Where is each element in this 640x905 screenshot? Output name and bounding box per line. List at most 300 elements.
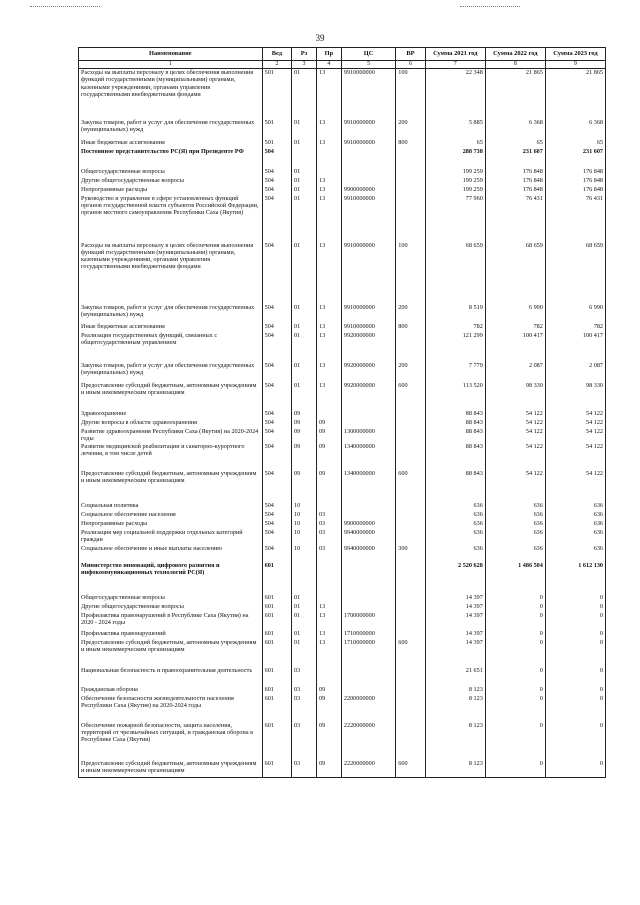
row-cs-cell: 1340000000 — [341, 443, 395, 470]
table-row — [79, 667, 606, 686]
row-vr-cell — [396, 594, 425, 603]
row-vr-cell — [396, 419, 425, 428]
row-sum-2022-cell: 0 — [485, 760, 545, 778]
row-cs-cell: 1710000000 — [341, 630, 395, 639]
row-pr-cell: 13 — [316, 639, 341, 667]
row-ved-cell: 504 — [262, 520, 291, 529]
scan-artifact-right — [460, 6, 520, 8]
table-row — [79, 612, 606, 630]
row-rz-cell: 01 — [292, 332, 317, 362]
row-ved-cell: 601 — [262, 612, 291, 630]
row-vr-cell — [396, 686, 425, 695]
table-row — [79, 686, 606, 695]
row-ved-cell: 601 — [262, 667, 291, 686]
row-ved-cell: 504 — [262, 382, 291, 410]
table-body — [79, 69, 606, 778]
row-sum-2022-cell: 0 — [485, 639, 545, 667]
row-pr-cell: 03 — [316, 529, 341, 545]
row-sum-2023-cell: 0 — [545, 612, 605, 630]
row-sum-2022-cell: 54 122 — [485, 443, 545, 470]
row-name-cell: Закупка товаров, работ и услуг для обеспечения государственных (муниципальных) нужд — [79, 362, 263, 382]
row-name-cell: Здравоохранение — [79, 410, 263, 419]
row-name-cell: Иные бюджетные ассигнования — [79, 139, 263, 148]
row-rz-cell: 01 — [292, 69, 317, 119]
row-sum-2021-cell: 14 397 — [425, 639, 485, 667]
row-rz-cell: 01 — [292, 612, 317, 630]
table-row — [79, 148, 606, 168]
row-name-cell: Профилактика правонарушений — [79, 630, 263, 639]
table-row — [79, 186, 606, 195]
row-sum-2023-cell: 0 — [545, 722, 605, 760]
row-sum-2023-cell: 176 848 — [545, 186, 605, 195]
row-sum-2021-cell: 65 — [425, 139, 485, 148]
row-vr-cell — [396, 168, 425, 177]
row-sum-2022-cell: 65 — [485, 139, 545, 148]
row-sum-2022-cell: 54 122 — [485, 419, 545, 428]
table-row — [79, 470, 606, 502]
row-cs-cell: 1710000000 — [341, 639, 395, 667]
row-rz-cell: 09 — [292, 410, 317, 419]
row-rz-cell: 01 — [292, 603, 317, 612]
row-sum-2021-cell: 21 651 — [425, 667, 485, 686]
row-sum-2022-cell: 636 — [485, 502, 545, 511]
row-pr-cell: 09 — [316, 695, 341, 722]
row-sum-2021-cell: 782 — [425, 323, 485, 332]
table-row — [79, 520, 606, 529]
row-cs-cell — [341, 603, 395, 612]
row-name-cell: Общегосударственные вопросы — [79, 594, 263, 603]
table-row — [79, 168, 606, 177]
row-sum-2023-cell: 65 — [545, 139, 605, 148]
row-rz-cell: 10 — [292, 502, 317, 511]
row-rz-cell: 01 — [292, 362, 317, 382]
row-name-cell: Расходы на выплаты персоналу в целях обеспечения выполнения функций государственными (муниципальными) органами, казенными учреждениями, органами управления государственными внебюджетными фондами — [79, 242, 263, 304]
row-name-cell: Расходы на выплаты персоналу в целях обеспечения выполнения функций государственными (муниципальными) органами, казенными учреждениями, органами управления государственными внебюджетными фондами — [79, 69, 263, 119]
row-ved-cell: 504 — [262, 323, 291, 332]
row-vr-cell — [396, 410, 425, 419]
row-pr-cell: 09 — [316, 722, 341, 760]
row-sum-2023-cell: 0 — [545, 639, 605, 667]
row-sum-2021-cell: 88 843 — [425, 419, 485, 428]
row-sum-2023-cell: 176 848 — [545, 177, 605, 186]
row-sum-2023-cell: 76 431 — [545, 195, 605, 242]
row-ved-cell: 504 — [262, 304, 291, 323]
row-ved-cell: 501 — [262, 69, 291, 119]
row-pr-cell: 13 — [316, 119, 341, 139]
row-sum-2021-cell: 636 — [425, 545, 485, 562]
column-index: 8 — [485, 61, 545, 69]
column-index: 2 — [262, 61, 291, 69]
row-sum-2022-cell: 636 — [485, 545, 545, 562]
table-row — [79, 545, 606, 562]
row-pr-cell: 13 — [316, 304, 341, 323]
row-pr-cell: 13 — [316, 332, 341, 362]
row-cs-cell: 9910000000 — [341, 139, 395, 148]
row-sum-2021-cell: 14 397 — [425, 630, 485, 639]
row-rz-cell: 09 — [292, 428, 317, 443]
row-sum-2021-cell: 68 659 — [425, 242, 485, 304]
row-sum-2023-cell: 636 — [545, 529, 605, 545]
row-name-cell: Общегосударственные вопросы — [79, 168, 263, 177]
row-vr-cell: 300 — [396, 545, 425, 562]
row-pr-cell: 03 — [316, 511, 341, 520]
row-ved-cell: 504 — [262, 168, 291, 177]
column-index: 7 — [425, 61, 485, 69]
row-sum-2023-cell: 231 607 — [545, 148, 605, 168]
row-sum-2023-cell: 54 122 — [545, 443, 605, 470]
row-sum-2021-cell: 8 519 — [425, 304, 485, 323]
row-sum-2023-cell: 54 122 — [545, 410, 605, 419]
table-row — [79, 511, 606, 520]
row-sum-2022-cell: 176 848 — [485, 177, 545, 186]
row-vr-cell: 100 — [396, 242, 425, 304]
row-sum-2023-cell: 54 122 — [545, 428, 605, 443]
row-vr-cell — [396, 667, 425, 686]
table-row — [79, 362, 606, 382]
row-sum-2022-cell: 782 — [485, 323, 545, 332]
row-name-cell: Другие общегосударственные вопросы — [79, 603, 263, 612]
row-vr-cell — [396, 428, 425, 443]
table-row — [79, 119, 606, 139]
row-sum-2023-cell: 21 865 — [545, 69, 605, 119]
row-rz-cell: 01 — [292, 168, 317, 177]
row-sum-2023-cell: 6 368 — [545, 119, 605, 139]
row-pr-cell: 13 — [316, 195, 341, 242]
row-vr-cell — [396, 177, 425, 186]
scan-artifact-left — [30, 6, 100, 8]
row-cs-cell: 1700000000 — [341, 612, 395, 630]
row-sum-2021-cell: 8 123 — [425, 686, 485, 695]
row-pr-cell: 13 — [316, 323, 341, 332]
header-name: Наименование — [79, 48, 263, 61]
row-rz-cell: 03 — [292, 760, 317, 778]
row-vr-cell — [396, 520, 425, 529]
table-header-row — [79, 48, 606, 61]
row-ved-cell: 504 — [262, 443, 291, 470]
table-row — [79, 304, 606, 323]
row-cs-cell — [341, 686, 395, 695]
row-rz-cell: 01 — [292, 323, 317, 332]
row-cs-cell — [341, 594, 395, 603]
row-sum-2023-cell: 0 — [545, 667, 605, 686]
row-cs-cell: 9900000000 — [341, 520, 395, 529]
row-sum-2021-cell: 199 259 — [425, 186, 485, 195]
row-vr-cell — [396, 511, 425, 520]
row-vr-cell — [396, 443, 425, 470]
row-pr-cell: 13 — [316, 603, 341, 612]
row-pr-cell: 09 — [316, 443, 341, 470]
row-pr-cell — [316, 667, 341, 686]
row-cs-cell: 9910000000 — [341, 69, 395, 119]
row-sum-2022-cell: 76 431 — [485, 195, 545, 242]
row-name-cell: Закупка товаров, работ и услуг для обеспечения государственных (муниципальных) нужд — [79, 304, 263, 323]
row-name-cell: Социальное обеспечение и иные выплаты населению — [79, 545, 263, 562]
row-pr-cell: 13 — [316, 139, 341, 148]
column-index: 6 — [396, 61, 425, 69]
row-cs-cell: 9910000000 — [341, 119, 395, 139]
table-row — [79, 594, 606, 603]
row-cs-cell — [341, 511, 395, 520]
row-ved-cell: 601 — [262, 695, 291, 722]
row-cs-cell: 2200000000 — [341, 695, 395, 722]
row-pr-cell — [316, 168, 341, 177]
row-pr-cell: 13 — [316, 186, 341, 195]
row-sum-2021-cell: 77 960 — [425, 195, 485, 242]
row-sum-2021-cell: 636 — [425, 520, 485, 529]
row-sum-2023-cell: 0 — [545, 594, 605, 603]
row-vr-cell — [396, 722, 425, 760]
row-ved-cell: 601 — [262, 594, 291, 603]
table-row — [79, 603, 606, 612]
row-pr-cell — [316, 410, 341, 419]
row-sum-2022-cell: 176 848 — [485, 186, 545, 195]
row-sum-2022-cell: 636 — [485, 511, 545, 520]
row-name-cell: Предоставление субсидий бюджетным, автономным учреждениям и иным некоммерческим организациям — [79, 639, 263, 667]
row-ved-cell: 601 — [262, 630, 291, 639]
row-rz-cell — [292, 562, 317, 594]
row-vr-cell: 100 — [396, 69, 425, 119]
row-rz-cell: 01 — [292, 304, 317, 323]
row-cs-cell — [341, 667, 395, 686]
row-ved-cell: 601 — [262, 562, 291, 594]
row-name-cell: Гражданская оборона — [79, 686, 263, 695]
table-row — [79, 630, 606, 639]
table-row — [79, 323, 606, 332]
row-pr-cell: 13 — [316, 242, 341, 304]
row-ved-cell: 504 — [262, 177, 291, 186]
row-sum-2021-cell: 2 520 628 — [425, 562, 485, 594]
row-sum-2022-cell: 0 — [485, 594, 545, 603]
row-rz-cell: 01 — [292, 630, 317, 639]
row-ved-cell: 601 — [262, 722, 291, 760]
row-sum-2022-cell: 231 607 — [485, 148, 545, 168]
row-rz-cell: 03 — [292, 722, 317, 760]
row-sum-2022-cell: 0 — [485, 686, 545, 695]
row-vr-cell — [396, 332, 425, 362]
row-sum-2023-cell: 1 612 130 — [545, 562, 605, 594]
row-pr-cell — [316, 502, 341, 511]
row-cs-cell: 9910000000 — [341, 304, 395, 323]
row-sum-2023-cell: 100 417 — [545, 332, 605, 362]
row-sum-2022-cell: 54 122 — [485, 470, 545, 502]
column-index: 9 — [545, 61, 605, 69]
row-name-cell: Национальная безопасность и правоохранительная деятельность — [79, 667, 263, 686]
row-rz-cell: 01 — [292, 639, 317, 667]
row-vr-cell — [396, 529, 425, 545]
table-row — [79, 760, 606, 778]
row-pr-cell — [316, 594, 341, 603]
row-sum-2023-cell: 2 087 — [545, 362, 605, 382]
row-sum-2021-cell: 8 123 — [425, 722, 485, 760]
row-cs-cell: 9910000000 — [341, 242, 395, 304]
row-vr-cell: 600 — [396, 470, 425, 502]
row-name-cell: Иные бюджетные ассигнования — [79, 323, 263, 332]
row-name-cell: Социальная политика — [79, 502, 263, 511]
table-row — [79, 695, 606, 722]
header-vr: ВР — [396, 48, 425, 61]
row-cs-cell: 9910000000 — [341, 195, 395, 242]
row-name-cell: Развитие здравоохранения Республики Саха (Якутия) на 2020-2024 годы — [79, 428, 263, 443]
row-sum-2023-cell: 0 — [545, 686, 605, 695]
row-sum-2021-cell: 14 397 — [425, 603, 485, 612]
row-sum-2022-cell: 0 — [485, 695, 545, 722]
row-cs-cell: 1300000000 — [341, 428, 395, 443]
row-sum-2022-cell: 636 — [485, 520, 545, 529]
row-cs-cell — [341, 419, 395, 428]
row-sum-2023-cell: 0 — [545, 630, 605, 639]
row-rz-cell: 01 — [292, 186, 317, 195]
row-sum-2021-cell: 7 779 — [425, 362, 485, 382]
row-sum-2023-cell: 0 — [545, 603, 605, 612]
row-sum-2022-cell: 6 368 — [485, 119, 545, 139]
row-pr-cell: 03 — [316, 545, 341, 562]
table-row — [79, 195, 606, 242]
row-rz-cell: 10 — [292, 520, 317, 529]
row-rz-cell: 10 — [292, 511, 317, 520]
row-pr-cell: 09 — [316, 419, 341, 428]
row-ved-cell: 504 — [262, 362, 291, 382]
row-sum-2023-cell: 636 — [545, 520, 605, 529]
row-sum-2021-cell: 113 520 — [425, 382, 485, 410]
row-cs-cell: 2220000000 — [341, 760, 395, 778]
header-pr: Пр — [316, 48, 341, 61]
table-row — [79, 639, 606, 667]
row-pr-cell: 09 — [316, 686, 341, 695]
row-ved-cell: 501 — [262, 139, 291, 148]
row-cs-cell — [341, 168, 395, 177]
row-sum-2022-cell: 636 — [485, 529, 545, 545]
row-ved-cell: 504 — [262, 332, 291, 362]
header-sum-2022: Сумма 2022 год — [485, 48, 545, 61]
row-ved-cell: 504 — [262, 419, 291, 428]
row-sum-2023-cell: 782 — [545, 323, 605, 332]
row-vr-cell — [396, 630, 425, 639]
row-name-cell: Постоянное представительство РС(Я) при Президенте РФ — [79, 148, 263, 168]
row-sum-2021-cell: 88 843 — [425, 428, 485, 443]
row-name-cell: Предоставление субсидий бюджетным, автономным учреждениям и иным некоммерческим организациям — [79, 760, 263, 778]
row-sum-2023-cell: 54 122 — [545, 470, 605, 502]
table-row — [79, 562, 606, 594]
row-cs-cell: 9900000000 — [341, 186, 395, 195]
row-vr-cell — [396, 695, 425, 722]
row-rz-cell: 03 — [292, 695, 317, 722]
table-row — [79, 419, 606, 428]
row-rz-cell: 01 — [292, 594, 317, 603]
row-rz-cell: 01 — [292, 382, 317, 410]
row-pr-cell — [316, 562, 341, 594]
row-sum-2023-cell: 68 659 — [545, 242, 605, 304]
row-cs-cell — [341, 562, 395, 594]
table-row — [79, 502, 606, 511]
row-vr-cell — [396, 502, 425, 511]
row-rz-cell: 01 — [292, 119, 317, 139]
row-rz-cell: 01 — [292, 242, 317, 304]
row-vr-cell: 600 — [396, 639, 425, 667]
row-vr-cell: 200 — [396, 362, 425, 382]
row-sum-2021-cell: 88 843 — [425, 470, 485, 502]
row-sum-2021-cell: 636 — [425, 502, 485, 511]
row-name-cell: Другие общегосударственные вопросы — [79, 177, 263, 186]
table-row — [79, 529, 606, 545]
row-pr-cell: 09 — [316, 760, 341, 778]
row-rz-cell: 03 — [292, 667, 317, 686]
row-sum-2023-cell: 176 848 — [545, 168, 605, 177]
table-row — [79, 177, 606, 186]
row-pr-cell: 13 — [316, 69, 341, 119]
row-ved-cell: 501 — [262, 119, 291, 139]
row-name-cell: Социальное обеспечение населения — [79, 511, 263, 520]
row-cs-cell: 9920000000 — [341, 332, 395, 362]
row-name-cell: Реализация государственных функций, связанных с общегосударственным управлением — [79, 332, 263, 362]
row-ved-cell: 504 — [262, 186, 291, 195]
row-vr-cell — [396, 612, 425, 630]
row-sum-2023-cell: 0 — [545, 760, 605, 778]
row-sum-2021-cell: 636 — [425, 511, 485, 520]
row-name-cell: Предоставление субсидий бюджетным, автономным учреждениям и иным некоммерческим организациям — [79, 470, 263, 502]
row-sum-2021-cell: 288 738 — [425, 148, 485, 168]
row-sum-2022-cell: 0 — [485, 612, 545, 630]
header-ved: Вед — [262, 48, 291, 61]
row-name-cell: Непрограммные расходы — [79, 186, 263, 195]
row-ved-cell: 504 — [262, 502, 291, 511]
row-cs-cell: 9920000000 — [341, 362, 395, 382]
row-pr-cell — [316, 148, 341, 168]
row-vr-cell — [396, 186, 425, 195]
row-pr-cell: 13 — [316, 382, 341, 410]
row-rz-cell: 01 — [292, 195, 317, 242]
table-row — [79, 332, 606, 362]
table-row — [79, 722, 606, 760]
row-ved-cell: 504 — [262, 242, 291, 304]
row-rz-cell: 10 — [292, 529, 317, 545]
row-rz-cell: 09 — [292, 470, 317, 502]
row-sum-2021-cell: 5 885 — [425, 119, 485, 139]
row-sum-2021-cell: 199 259 — [425, 168, 485, 177]
row-vr-cell — [396, 195, 425, 242]
row-cs-cell — [341, 502, 395, 511]
table-row — [79, 242, 606, 304]
row-sum-2022-cell: 54 122 — [485, 428, 545, 443]
row-ved-cell: 601 — [262, 603, 291, 612]
header-sum-2021: Сумма 2021 год — [425, 48, 485, 61]
row-sum-2023-cell: 636 — [545, 545, 605, 562]
row-sum-2022-cell: 21 865 — [485, 69, 545, 119]
row-ved-cell: 504 — [262, 195, 291, 242]
row-pr-cell: 03 — [316, 520, 341, 529]
row-cs-cell — [341, 177, 395, 186]
row-sum-2021-cell: 88 843 — [425, 410, 485, 419]
budget-table — [78, 47, 606, 778]
row-sum-2022-cell: 176 848 — [485, 168, 545, 177]
row-sum-2023-cell: 6 990 — [545, 304, 605, 323]
row-name-cell: Непрограммные расходы — [79, 520, 263, 529]
row-pr-cell: 13 — [316, 177, 341, 186]
row-name-cell: Руководство и управление в сфере установленных функций органов государственной власти субъектов Российской Федерации, органов местного самоуправления Республики Саха (Якутия) — [79, 195, 263, 242]
row-sum-2023-cell: 54 122 — [545, 419, 605, 428]
row-sum-2023-cell: 636 — [545, 511, 605, 520]
row-pr-cell: 13 — [316, 630, 341, 639]
row-vr-cell — [396, 562, 425, 594]
row-ved-cell: 504 — [262, 511, 291, 520]
row-sum-2022-cell: 0 — [485, 722, 545, 760]
row-ved-cell: 601 — [262, 686, 291, 695]
column-index-row — [79, 61, 606, 69]
row-name-cell: Профилактика правонарушений в Республике Саха (Якутия) на 2020 - 2024 годы — [79, 612, 263, 630]
row-rz-cell: 01 — [292, 139, 317, 148]
header-cs: ЦС — [341, 48, 395, 61]
table-row — [79, 139, 606, 148]
row-vr-cell: 600 — [396, 760, 425, 778]
